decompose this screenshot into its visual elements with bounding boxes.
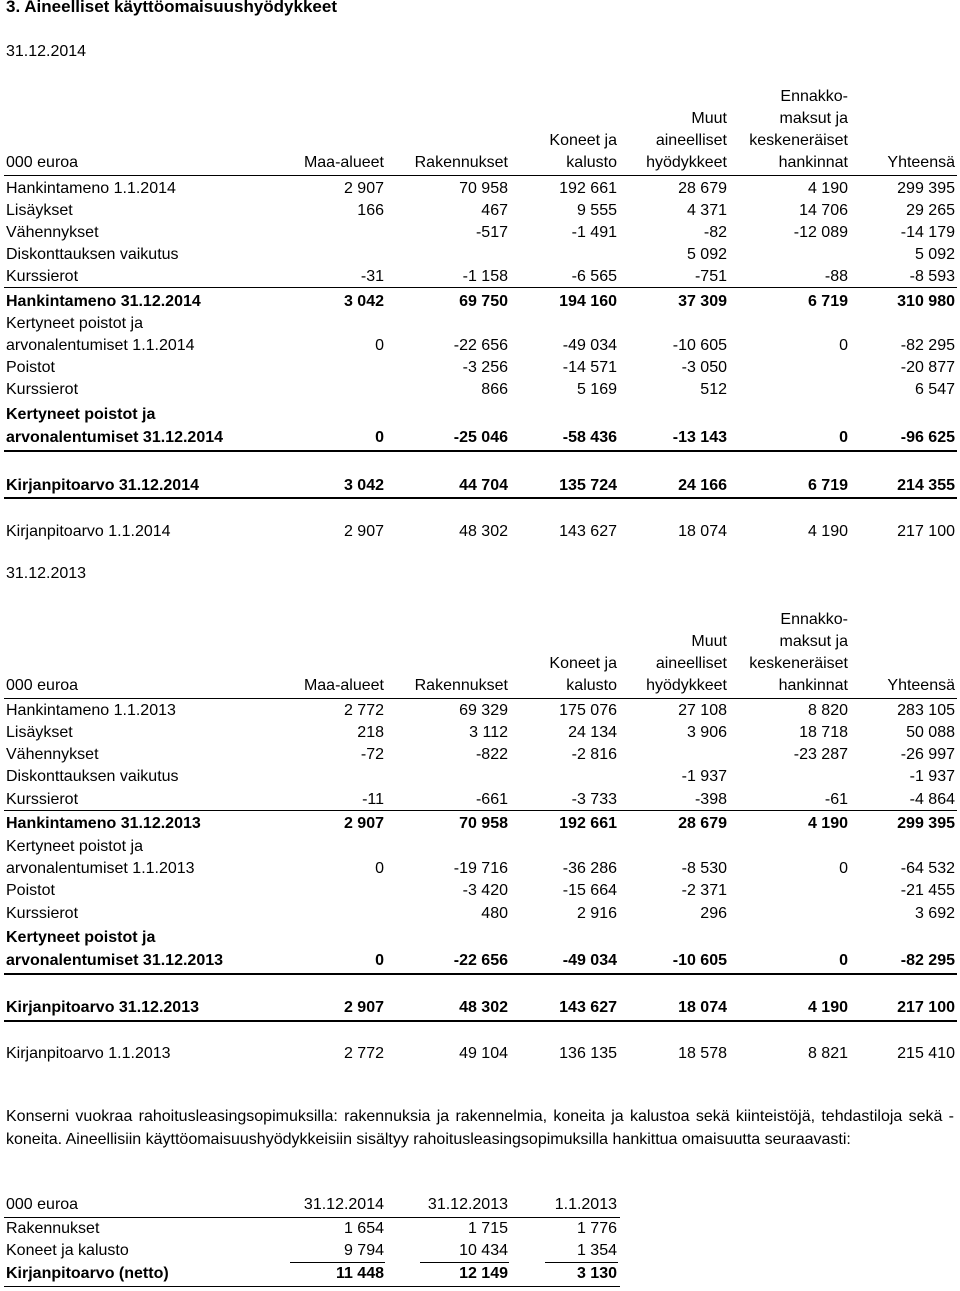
row-label: Lisäykset — [6, 202, 73, 219]
row-label: Hankintameno 31.12.2014 — [6, 293, 201, 310]
cell-value: 192 661 — [559, 815, 617, 832]
row-label: Kertyneet poistot ja — [6, 838, 143, 855]
row-label: Hankintameno 1.1.2013 — [6, 702, 176, 719]
row-label: Kirjanpitoarvo 1.1.2013 — [6, 1045, 171, 1062]
cell-value: 8 820 — [807, 702, 848, 719]
cell-value: 49 104 — [459, 1045, 508, 1062]
cell-value: -82 — [703, 224, 727, 241]
cell-value: 135 724 — [559, 477, 617, 494]
cell-value: 2 907 — [343, 999, 384, 1016]
cell-value: 69 329 — [459, 702, 508, 719]
cell-value: -1 158 — [462, 268, 508, 285]
cell-value: -11 — [362, 791, 384, 808]
cell-value: 18 718 — [799, 724, 848, 741]
table-row — [0, 880, 960, 902]
cell-value: 18 074 — [678, 999, 727, 1016]
cell-value: -14 571 — [562, 359, 617, 376]
cell-value: 4 371 — [686, 202, 727, 219]
cell-value: -23 287 — [793, 746, 848, 763]
cell-value: 4 190 — [807, 815, 848, 832]
cell-value: 0 — [839, 429, 848, 446]
row-label: arvonalentumiset 1.1.2014 — [6, 337, 195, 354]
table-row — [0, 1218, 960, 1240]
row-label: Lisäykset — [6, 724, 73, 741]
table-row — [0, 379, 960, 401]
cell-value: 37 309 — [678, 293, 727, 310]
cell-value: -36 286 — [562, 860, 617, 877]
row-label: Hankintameno 1.1.2014 — [6, 180, 176, 197]
cell-value: -3 420 — [462, 882, 508, 899]
table-row — [0, 722, 960, 744]
row-label: arvonalentumiset 31.12.2014 — [6, 429, 224, 446]
cell-value: -2 816 — [571, 746, 617, 763]
cell-value: 0 — [375, 860, 384, 877]
cell-value: -661 — [475, 791, 508, 808]
cell-value: -3 733 — [571, 791, 617, 808]
cell-value: 3 042 — [343, 477, 384, 494]
cell-value: -82 295 — [900, 952, 955, 969]
cell-value: -8 593 — [909, 268, 955, 285]
cell-value: 0 — [839, 860, 848, 877]
cell-value: 4 190 — [807, 999, 848, 1016]
cell-value: 192 661 — [559, 180, 617, 197]
page: 3. Aineelliset käyttöomaisuushyödykkeet 31.12.2014 000 euroa Maa-alueet Rakennukset Koneet ja kalusto Muut aineelliset hyödykkeet Ennakko- maksut ja keskeneräiset hankinnat Yhteensä Hankintameno 1.1.2014 2 907 70 958 192 661 28 679 4 190 299 395 Lisäykset 166 467 9 555 4 371 14 706 29 265 Vähennykset -517 -1 491 -82 -12 089 -14 179 Diskonttauksen vaikutus 5 092 5 092 Kurssierot -31 -1 158 -6 565 -751 -88 -8 593 Hankintameno 31.12.2014 3 042 69 750 194 160 37 309 6 719 310 980 Kertyneet poistot ja arvonalentumiset 1.1.2014 0 -22 656 -49 034 -10 605 0 -82 295 Poistot -3 256 -14 571 -3 050 -20 877 Kurssierot 866 5 169 512 6 547 Kertyneet poistot ja arvonalentumiset 31.12.2014 0 -25 046 -58 436 -13 143 0 -96 625 Kirjanpitoarvo 31.12.2014 3 042 44 704 135 724 24 166 6 719 214 355 Kirjanpitoarvo 1.1.2014 2 907 48 302 143 627 18 074 4 190 217 100 31.12.2013 000 euroa Maa-alueet Rakennukset Koneet ja kalusto Muut aineelliset hyödykkeet Ennakko- maksut ja keskeneräiset hankinnat Yhteensä Hankintameno 1.1.2013 2 772 69 329 175 076 27 108 8 820 283 105 Lisäykset 218 3 112 24 134 3 906 18 718 50 088 Vähennykset -72 -822 -2 816 -23 287 -26 997 Diskonttauksen vaikutus -1 937 -1 937 Kurssierot -11 -661 -3 733 -398 -61 -4 864 Hankintameno 31.12.2013 2 907 70 958 192 661 28 679 4 190 299 395 Kertyneet poistot ja arvonalentumiset 1.1.2013 0 -19 716 -36 286 -8 530 0 -64 532 Poistot -3 420 -15 664 -2 371 -21 455 Kurssierot 480 2 916 296 3 692 Kertyneet poistot ja arvonalentumiset 31.12.2013 0 -22 656 -49 034 -10 605 0 -82 295 Kirjanpitoarvo 31.12.2013 2 907 48 302 143 627 18 074 4 190 217 100 Kirjanpitoarvo 1.1.2013 2 772 49 104 136 135 18 578 8 821 215 410 Konserni vuokraa rahoitusleasingsopimuksilla: rakennuksia ja rakennelmia, koneita ja kalustoa sekä kiinteistöjä, tehdastiloja sekä -koneita. Aineellisiin käyttöomaisuushyödykkeisiin sisältyy rahoitusleasingsopimuksilla hankittua omaisuutta seuraavasti: 000 euroa 31.12.2014 31.12.2013 1.1.2013 Rakennukset 1 654 1 715 1 776 Koneet ja kalusto 9 794 10 434 1 354 Kirjanpitoarvo (netto) 11 448 12 149 3 130 — [0, 0, 960, 1291]
divider — [4, 1286, 620, 1287]
cell-value: -49 034 — [562, 337, 617, 354]
cell-value: 299 395 — [897, 815, 955, 832]
cell-value: -822 — [475, 746, 508, 763]
cell-value: 3 042 — [343, 293, 384, 310]
cell-value: 214 355 — [897, 477, 955, 494]
cell-value: 18 578 — [678, 1045, 727, 1062]
row-label: Kurssierot — [6, 905, 79, 922]
column-header: 31.12.2013 — [427, 1196, 508, 1213]
table-row — [0, 700, 960, 722]
row-label: Poistot — [6, 359, 55, 376]
table-row — [0, 1043, 960, 1065]
cell-value: -3 256 — [462, 359, 508, 376]
row-label: Diskonttauksen vaikutus — [6, 246, 179, 263]
cell-value: 10 434 — [459, 1242, 508, 1259]
cell-value: 283 105 — [897, 702, 955, 719]
cell-value: 866 — [481, 381, 508, 398]
cell-value: -22 656 — [453, 952, 508, 969]
cell-value: 0 — [375, 429, 384, 446]
cell-value: 217 100 — [897, 523, 955, 540]
cell-value: -12 089 — [793, 224, 848, 241]
cell-value: -49 034 — [562, 952, 617, 969]
row-label: Rakennukset — [6, 1220, 100, 1237]
cell-value: -61 — [824, 791, 848, 808]
cell-value: 1 776 — [576, 1220, 617, 1237]
table-row — [0, 836, 960, 858]
cell-value: 8 821 — [807, 1045, 848, 1062]
cell-value: 215 410 — [897, 1045, 955, 1062]
cell-value: 50 088 — [906, 724, 955, 741]
cell-value: -25 046 — [453, 429, 508, 446]
divider — [4, 1021, 957, 1022]
cell-value: 0 — [375, 952, 384, 969]
cell-value: 3 112 — [469, 724, 508, 741]
cell-value: 5 092 — [914, 246, 955, 263]
table-row — [0, 927, 960, 949]
row-label: Kirjanpitoarvo 31.12.2013 — [6, 999, 199, 1016]
column-header: 31.12.2014 — [303, 1196, 384, 1213]
table-row — [0, 789, 960, 811]
row-label: Kertyneet poistot ja — [6, 406, 156, 423]
cell-value: -64 532 — [900, 860, 955, 877]
section-date: 31.12.2013 — [6, 565, 87, 582]
cell-value: 6 547 — [914, 381, 955, 398]
cell-value: 5 092 — [686, 246, 727, 263]
page-title: 3. Aineelliset käyttöomaisuushyödykkeet — [6, 0, 337, 16]
cell-value: 299 395 — [897, 180, 955, 197]
cell-value: 296 — [700, 905, 727, 922]
row-label: Poistot — [6, 882, 55, 899]
cell-value: 480 — [481, 905, 508, 922]
cell-value: -21 455 — [900, 882, 955, 899]
cell-value: 2 907 — [343, 180, 384, 197]
cell-value: 1 354 — [576, 1242, 617, 1259]
table-row — [0, 178, 960, 200]
cell-value: -19 716 — [453, 860, 508, 877]
table-row — [0, 766, 960, 788]
cell-value: 6 719 — [807, 477, 848, 494]
row-label: Vähennykset — [6, 224, 99, 241]
cell-value: 3 130 — [576, 1265, 617, 1282]
cell-value: 24 134 — [568, 724, 617, 741]
cell-value: 27 108 — [678, 702, 727, 719]
row-label: Kurssierot — [6, 268, 79, 285]
cell-value: -13 143 — [672, 429, 727, 446]
cell-value: -1 937 — [681, 768, 727, 785]
cell-value: 70 958 — [459, 180, 508, 197]
row-label: Kertyneet poistot ja — [6, 929, 156, 946]
cell-value: -6 565 — [571, 268, 617, 285]
cell-value: 0 — [375, 337, 384, 354]
cell-value: 4 190 — [807, 180, 848, 197]
cell-value: 2 772 — [343, 702, 384, 719]
row-label: Hankintameno 31.12.2013 — [6, 815, 201, 832]
cell-value: 2 907 — [343, 523, 384, 540]
cell-value: 2 916 — [576, 905, 617, 922]
table-row — [0, 427, 960, 449]
cell-value: -31 — [360, 268, 384, 285]
divider — [4, 698, 957, 699]
cell-value: 136 135 — [559, 1045, 617, 1062]
cell-value: -88 — [824, 268, 848, 285]
cell-value: 143 627 — [559, 523, 617, 540]
cell-value: -58 436 — [562, 429, 617, 446]
cell-value: -20 877 — [900, 359, 955, 376]
table-row — [0, 200, 960, 222]
cell-value: -10 605 — [672, 952, 727, 969]
cell-value: -8 530 — [681, 860, 727, 877]
cell-value: -1 491 — [571, 224, 617, 241]
column-header: 1.1.2013 — [554, 1196, 617, 1213]
table-row — [0, 813, 960, 835]
cell-value: 166 — [357, 202, 384, 219]
cell-value: 143 627 — [559, 999, 617, 1016]
cell-value: 194 160 — [559, 293, 617, 310]
cell-value: 2 907 — [343, 815, 384, 832]
row-label: arvonalentumiset 31.12.2013 — [6, 952, 224, 969]
leasing-paragraph: Konserni vuokraa rahoitusleasingsopimuksilla: rakennuksia ja rakennelmia, koneita ja kalustoa sekä kiinteistöjä, tehdastiloja sekä -koneita. Aineellisiin käyttöomaisuushyödykkeisiin sisältyy rahoitusleasingsopimuksilla hankittua omaisuutta seuraavasti: — [6, 1108, 954, 1148]
row-label: Kurssierot — [6, 381, 79, 398]
table-row — [0, 244, 960, 266]
row-label: Diskonttauksen vaikutus — [6, 768, 179, 785]
cell-value: 9 555 — [576, 202, 617, 219]
row-label: Kirjanpitoarvo 1.1.2014 — [6, 523, 171, 540]
cell-value: 175 076 — [559, 702, 617, 719]
cell-value: 11 448 — [335, 1265, 384, 1282]
cell-value: 467 — [481, 202, 508, 219]
cell-value: -517 — [475, 224, 508, 241]
cell-value: -26 997 — [900, 746, 955, 763]
cell-value: -4 864 — [909, 791, 955, 808]
leasing-header — [0, 1194, 960, 1216]
row-label: Kurssierot — [6, 791, 79, 808]
cell-value: 3 906 — [686, 724, 727, 741]
cell-value: 2 772 — [343, 1045, 384, 1062]
table-row — [0, 950, 960, 972]
table-row — [0, 266, 960, 288]
cell-value: -72 — [360, 746, 384, 763]
table-row — [0, 404, 960, 426]
cell-value: 70 958 — [459, 815, 508, 832]
table-row — [0, 1240, 960, 1262]
cell-value: -751 — [694, 268, 727, 285]
divider — [4, 175, 957, 176]
divider — [4, 974, 957, 975]
table-row — [0, 357, 960, 379]
cell-value: -15 664 — [562, 882, 617, 899]
cell-value: 6 719 — [807, 293, 848, 310]
table-row — [0, 521, 960, 543]
table-row — [0, 222, 960, 244]
cell-value: -1 937 — [909, 768, 955, 785]
cell-value: 44 704 — [459, 477, 508, 494]
cell-value: 218 — [357, 724, 384, 741]
cell-value: 28 679 — [678, 815, 727, 832]
cell-value: 1 654 — [343, 1220, 384, 1237]
cell-value: 5 169 — [576, 381, 617, 398]
cell-value: 310 980 — [897, 293, 955, 310]
column-header: 000 euroa — [6, 1196, 79, 1213]
cell-value: -10 605 — [672, 337, 727, 354]
table-row — [0, 744, 960, 766]
cell-value: 0 — [839, 952, 848, 969]
cell-value: 28 679 — [678, 180, 727, 197]
cell-value: 69 750 — [459, 293, 508, 310]
cell-value: -398 — [694, 791, 727, 808]
cell-value: 1 715 — [467, 1220, 508, 1237]
divider — [4, 451, 957, 452]
table-row — [0, 335, 960, 357]
cell-value: 217 100 — [897, 999, 955, 1016]
table-row — [0, 475, 960, 497]
table-row — [0, 1263, 960, 1285]
section-date: 31.12.2014 — [6, 43, 87, 60]
cell-value: -2 371 — [681, 882, 727, 899]
cell-value: -22 656 — [453, 337, 508, 354]
table-row — [0, 997, 960, 1019]
cell-value: 14 706 — [799, 202, 848, 219]
cell-value: 0 — [839, 337, 848, 354]
table-row — [0, 313, 960, 335]
cell-value: -14 179 — [900, 224, 955, 241]
row-label: Kirjanpitoarvo 31.12.2014 — [6, 477, 199, 494]
cell-value: 4 190 — [807, 523, 848, 540]
cell-value: 18 074 — [678, 523, 727, 540]
row-label: Vähennykset — [6, 746, 99, 763]
row-label: Kertyneet poistot ja — [6, 315, 143, 332]
cell-value: -96 625 — [900, 429, 955, 446]
cell-value: -82 295 — [900, 337, 955, 354]
cell-value: 24 166 — [678, 477, 727, 494]
cell-value: 9 794 — [343, 1242, 384, 1259]
table-row — [0, 291, 960, 313]
cell-value: 12 149 — [459, 1265, 508, 1282]
table-row — [0, 858, 960, 880]
cell-value: 48 302 — [459, 523, 508, 540]
cell-value: 512 — [700, 381, 727, 398]
table-row — [0, 903, 960, 925]
row-label: arvonalentumiset 1.1.2013 — [6, 860, 195, 877]
cell-value: 29 265 — [906, 202, 955, 219]
cell-value: -3 050 — [681, 359, 727, 376]
row-label: Kirjanpitoarvo (netto) — [6, 1265, 169, 1282]
divider — [4, 498, 957, 499]
cell-value: 48 302 — [459, 999, 508, 1016]
cell-value: 3 692 — [914, 905, 955, 922]
row-label: Koneet ja kalusto — [6, 1242, 129, 1259]
